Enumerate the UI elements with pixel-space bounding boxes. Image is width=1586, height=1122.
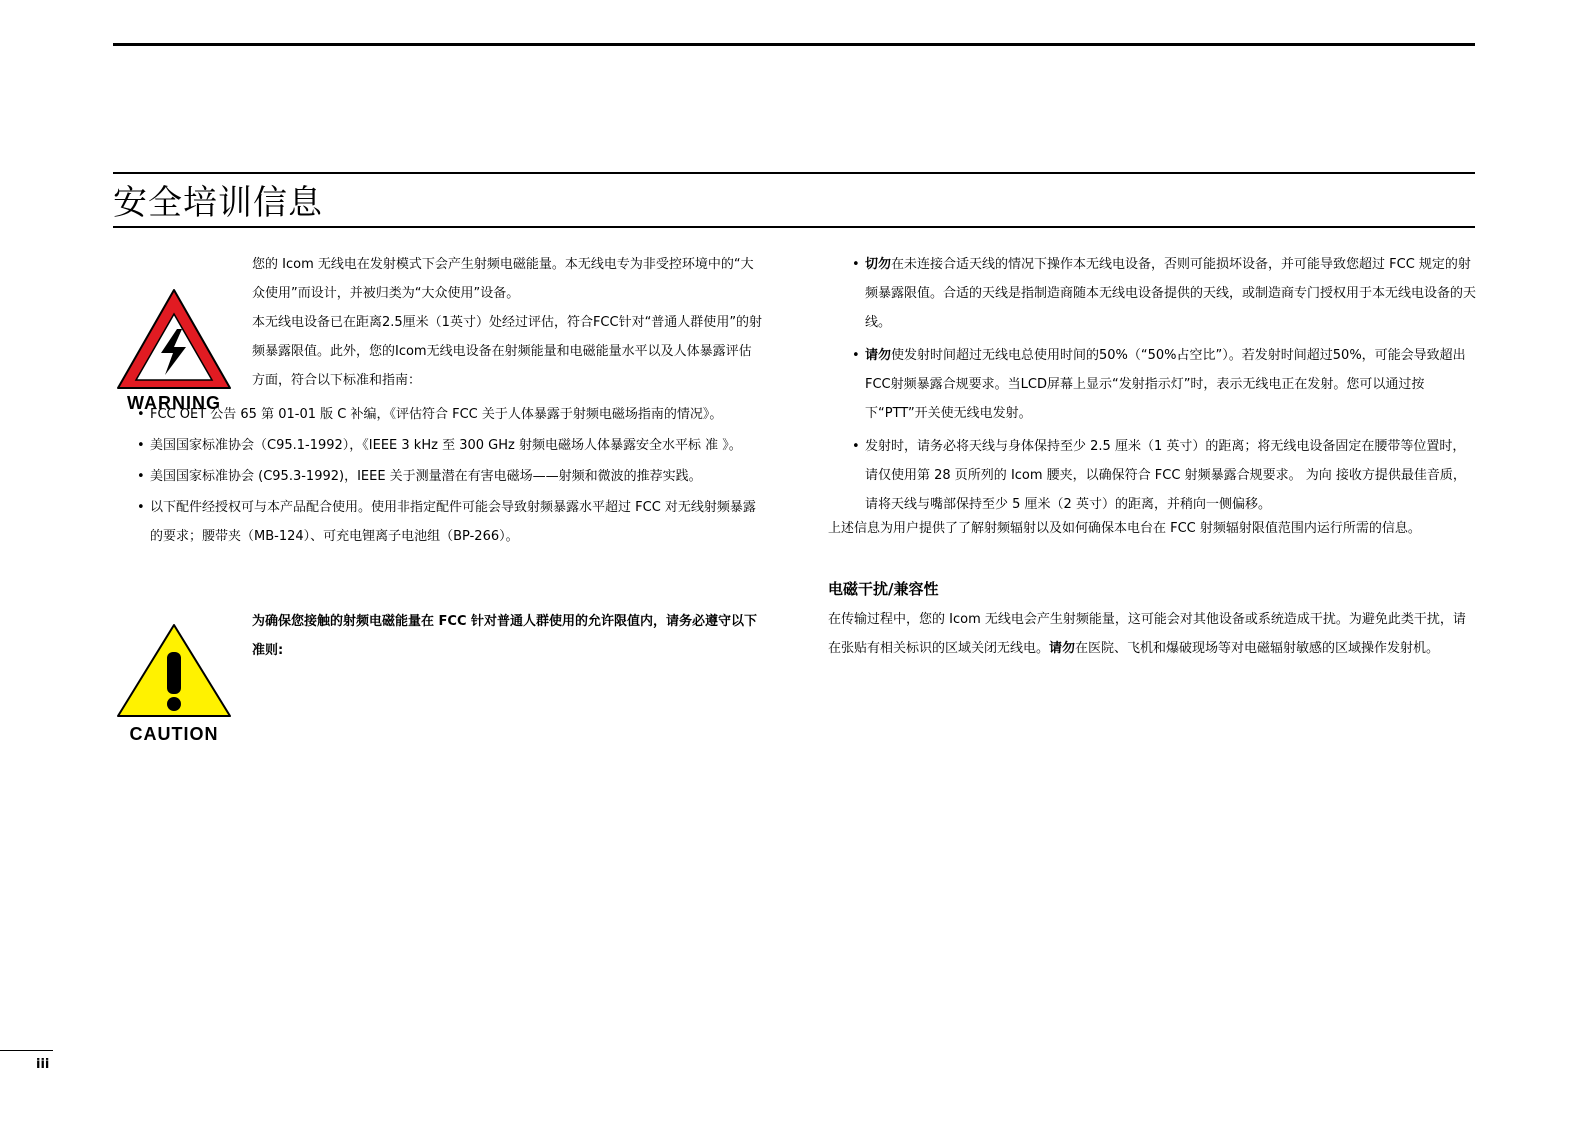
emc-bold: 请勿 xyxy=(1049,641,1076,656)
emc-text-part: 在传输过程中，您的 Icom 无线电会产生射频能量，这可能会对其他设备或系统造成干扰。为避免此类干扰，请在张贴有相关标识的区域关闭无线电。 xyxy=(828,612,1466,656)
standards-list xyxy=(137,400,764,553)
bold-prefix: 请勿 xyxy=(865,348,892,363)
caution-label: CAUTION xyxy=(129,724,219,744)
title-bottom-rule xyxy=(113,226,1475,228)
guidelines-list xyxy=(852,250,1476,523)
exclamation-icon xyxy=(167,652,181,694)
emc-heading: 电磁干扰/兼容性 xyxy=(828,580,939,598)
warning-sign xyxy=(115,287,233,415)
page-number-rule xyxy=(0,1050,53,1051)
title-top-rule xyxy=(113,172,1475,174)
list-item-text: 发射时，请务必将天线与身体保持至少 2.5 厘米（1 英寸）的距离；将无线电设备固定在腰带等位置时，请仅使用第 28 页所列的 Icom 腰夹，以确保符合 FCC 射频暴露合规要求。 为向 接收方提供最佳音质，请将天线与嘴部保持至少 5 厘米（2 英寸）的距离，并稍向一侧偏移。 xyxy=(865,439,1466,512)
list-item: • FCC OET 公告 65 第 01-01 版 C 补编，《评估符合 FCC 关于人体暴露于射频电磁场指南的情况》。 xyxy=(137,400,764,429)
list-item: • 以下配件经授权可与本产品配合使用。使用非指定配件可能会导致射频暴露水平超过 FCC 对无线射频暴露的要求；腰带夹（MB-124）、可充电锂离子电池组（BP-266）。 xyxy=(137,493,764,551)
left-intro xyxy=(252,250,764,395)
warning-label: WARNING xyxy=(127,393,221,413)
list-item: • 美国国家标准协会（C95.1-1992），《IEEE 3 kHz 至 300 GHz 射频电磁场人体暴露安全水平标 准 》。 xyxy=(137,431,764,460)
top-rule xyxy=(113,43,1475,46)
summary-paragraph: 上述信息为用户提供了了解射频辐射以及如何确保本电台在 FCC 射频辐射限值范围内运行所需的信息。 xyxy=(828,521,1421,536)
warning-triangle-icon xyxy=(115,287,233,393)
caution-sign xyxy=(115,622,233,744)
intro-paragraph: 您的 Icom 无线电在发射模式下会产生射频电磁能量。本无线电专为非受控环境中的“大众使用”而设计，并被归类为“大众使用”设备。 xyxy=(252,257,754,301)
list-item-text: 使发射时间超过无线电总使用时间的50%（“50%占空比”）。若发射时间超过50%，可能会导致超出FCC射频暴露合规要求。当LCD屏幕上显示“发射指示灯”时，表示无线电正在发射。您可以通过按下“PTT”开关使无线电发射。 xyxy=(865,348,1466,421)
bold-prefix: 切勿 xyxy=(865,257,892,272)
page-title: 安全培训信息 xyxy=(113,183,323,223)
list-item-text: 在未连接合适天线的情况下操作本无线电设备，否则可能损坏设备，并可能导致您超过 FCC 规定的射频暴露限值。合适的天线是指制造商随本无线电设备提供的天线，或制造商专门授权用于本无线电设备的天线。 xyxy=(865,257,1477,330)
emc-paragraph xyxy=(828,605,1478,663)
list-item xyxy=(852,341,1476,428)
caution-text: 为确保您接触的射频电磁能量在 FCC 针对普通人群使用的允许限值内，请务必遵守以下准则: xyxy=(252,614,758,658)
intro-paragraph: 本无线电设备已在距离2.5厘米（1英寸）处经过评估，符合FCC针对“普通人群使用”的射频暴露限值。此外，您的Icom无线电设备在射频能量和电磁能量水平以及人体暴露评估方面，符合以下标准和指南： xyxy=(252,315,763,388)
page-number: iii xyxy=(36,1057,50,1072)
list-item xyxy=(852,250,1476,337)
list-item xyxy=(852,432,1476,519)
emc-text-part: 在医院、飞机和爆破现场等对电磁辐射敏感的区域操作发射机。 xyxy=(1075,641,1440,656)
list-item: • 美国国家标准协会 (C95.3-1992)，IEEE 关于测量潜在有害电磁场——射频和微波的推荐实践。 xyxy=(137,462,764,491)
caution-triangle-icon xyxy=(115,622,233,722)
